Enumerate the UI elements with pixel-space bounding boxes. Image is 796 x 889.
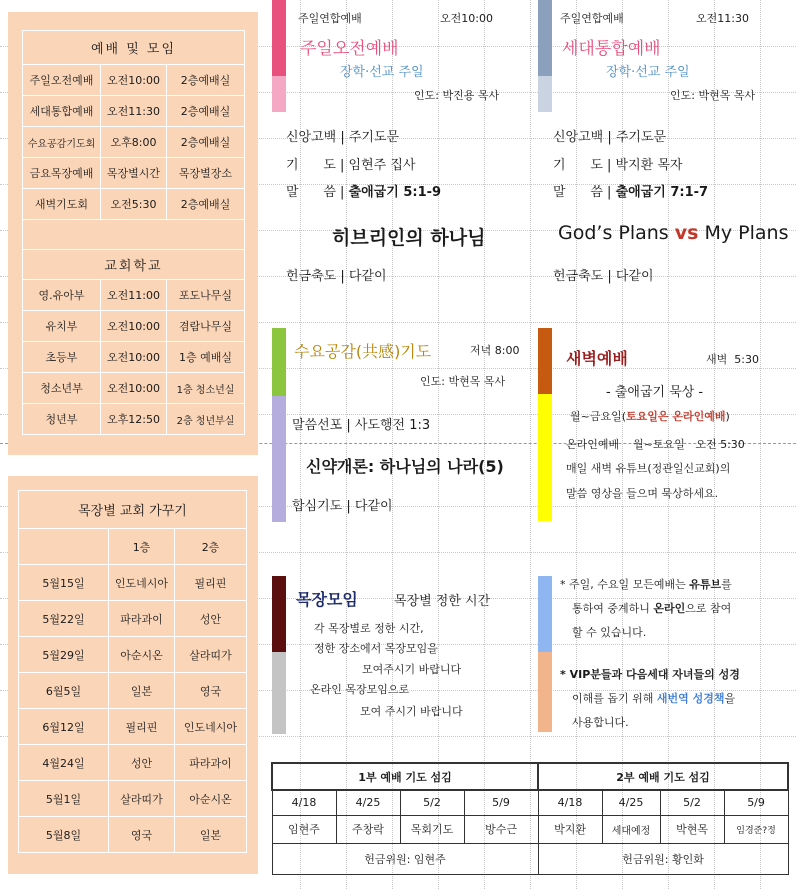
service1-small-title: 주일연합예배	[298, 12, 362, 25]
dawn-desc2: 말씀 영상을 들으며 묵상하세요.	[566, 487, 719, 500]
cell-meeting-bar-grey	[272, 652, 286, 734]
prayer-dates-row: 4/18 4/25 5/2 5/9 4/18 4/25 5/2 5/9	[272, 790, 788, 815]
table-row: 5월8일 영국 일본	[19, 817, 247, 853]
notice-2-line1: * VIP분들과 다음세대 자녀들의 성경	[560, 668, 740, 681]
service1-prayer: 기 도 | 임현주 집사	[286, 158, 416, 173]
service1-word-ref: 출애굽기 5:1-9	[348, 185, 442, 200]
cell-meeting-subtitle: 목장별 정한 시간	[394, 594, 491, 609]
dawn-days: 월~금요일(토요일은 온라인예배)	[570, 410, 730, 423]
table-row: 수요공감기도회 오후8:00 2층예배실	[23, 127, 245, 158]
table-row: 6월12일 필리핀 인도네시아	[19, 709, 247, 745]
wednesday-title: 수요공감(共感)기도	[294, 342, 432, 361]
service2-prayer: 기 도 | 박지환 목자	[553, 158, 683, 173]
table-row: 5월15일 인도네시아 필리핀	[19, 565, 247, 601]
table-row: 6월5일 일본 영국	[19, 673, 247, 709]
prayer-offering1: 헌금위원: 임현주	[272, 843, 538, 874]
dawn-bar	[538, 328, 552, 394]
service1-title: 주일오전예배	[300, 39, 399, 59]
prayer-group2: 2부 예배 기도 섬김	[538, 763, 788, 790]
wednesday-bar	[272, 328, 286, 396]
service1-creed: 신앙고백 | 주기도문	[286, 130, 400, 145]
wednesday-closing: 합심기도 | 다같이	[292, 499, 393, 514]
service2-title: 세대통합예배	[562, 39, 661, 59]
service2-word-ref: 출애굽기 7:1-7	[615, 185, 709, 200]
cell-meeting-line3: 모여주시기 바랍니다	[362, 663, 462, 676]
service1-bar	[272, 0, 286, 76]
cell-church-header: 목장별 교회 가꾸기	[19, 491, 247, 529]
service2-leader: 인도: 박현목 목사	[670, 89, 756, 102]
service2-bar-light	[538, 76, 552, 112]
service2-time: 오전11:30	[696, 12, 749, 25]
notice-2-line2: 이해를 돕기 위해 새번역 성경책을	[572, 692, 736, 705]
notice-2-line3: 사용합니다.	[572, 716, 629, 729]
table-row: 영.유아부 오전11:00 포도나무실	[23, 280, 245, 311]
cell-meeting-title: 목장모임	[296, 590, 358, 609]
cell-meeting-line5: 모여 주시기 바랍니다	[360, 705, 463, 718]
cell-church-table: 목장별 교회 가꾸기 1층 2층 5월15일 인도네시아 필리핀 5월22일 파라과이 성안 5월29일 아순시온 살라띠가 6월5일 일본 영국 6월12일 필리핀 인도네시아 4월24일 성안 파라과이 5월1일 살라띠가 아순시온 5월8일 영국 일본	[18, 490, 247, 853]
dawn-online: 온라인예배 월~토요일 오전 5:30	[566, 438, 745, 451]
service2-creed: 신앙고백 | 주기도문	[553, 130, 667, 145]
wednesday-sermon: 신약개론: 하나님의 나라(5)	[306, 457, 504, 476]
prayer-offering2: 헌금위원: 황인화	[538, 843, 788, 874]
service2-bar	[538, 0, 552, 76]
table-row: 금요목장예배 목장별시간 목장별장소	[23, 158, 245, 189]
dawn-subtitle: - 출애굽기 묵상 -	[606, 385, 704, 400]
service1-word: 말 씀 | 출애굽기 5:1-9	[286, 185, 442, 200]
notice-1-line3: 할 수 있습니다.	[572, 626, 647, 639]
wednesday-leader: 인도: 박현목 목사	[420, 375, 506, 388]
notice-bar-blue	[538, 576, 552, 652]
service2-word: 말 씀 | 출애굽기 7:1-7	[553, 185, 709, 200]
dawn-desc1: 매일 새벽 유튜브(정관일신교회)의	[566, 462, 731, 475]
cell-meeting-line2: 정한 장소에서 목장모임을	[314, 642, 438, 655]
table-row: 주일오전예배 오전10:00 2층예배실	[23, 65, 245, 96]
notice-1-line2: 통하여 중계하니 온라인으로 참여	[572, 602, 732, 615]
table-row: 새벽기도회 오전5:30 2층예배실	[23, 189, 245, 220]
table-row: 초등부 오전10:00 1층 예배실	[23, 342, 245, 373]
service2-offering: 헌금축도 | 다같이	[553, 269, 654, 284]
service1-subtitle: 장학·선교 주일	[340, 65, 424, 80]
wednesday-word: 말씀선포 | 사도행전 1:3	[292, 418, 431, 433]
service2-subtitle: 장학·선교 주일	[606, 65, 690, 80]
wednesday-bar-light	[272, 396, 286, 522]
table-row: 5월1일 살라띠가 아순시온	[19, 781, 247, 817]
service2-sermon: God’s Plans vs My Plans	[558, 222, 789, 244]
cell-meeting-line4: 온라인 목장모임으로	[310, 683, 410, 696]
service2-small-title: 주일연합예배	[560, 12, 624, 25]
worship-table	[22, 30, 245, 435]
prayer-table	[271, 762, 789, 875]
dawn-bar-yellow	[538, 394, 552, 521]
service1-bar-light	[272, 76, 286, 112]
dawn-time: 새벽 5:30	[706, 353, 759, 366]
notice-bar-orange	[538, 652, 552, 732]
worship-header: 예배 및 모임	[23, 31, 245, 65]
table-row: 4월24일 성안 파라과이	[19, 745, 247, 781]
service1-sermon: 히브리인의 하나님	[332, 227, 486, 249]
table-row: 청소년부 오전10:00 1층 청소년실	[23, 373, 245, 404]
service1-leader: 인도: 박진용 목사	[414, 89, 500, 102]
cell-meeting-line1: 각 목장별로 정한 시간,	[314, 622, 424, 635]
table-row: 유치부 오전10:00 겸람나무실	[23, 311, 245, 342]
table-row: 세대통합예배 오전11:30 2층예배실	[23, 96, 245, 127]
dawn-title: 새벽예배	[566, 349, 628, 368]
prayer-group1: 1부 예배 기도 섬김	[272, 763, 538, 790]
notice-1-line1: * 주일, 수요일 모든예배는 유튜브를	[560, 578, 732, 591]
table-row: 청년부 오후12:50 2층 청년부실	[23, 404, 245, 435]
school-header: 교회학교	[23, 250, 245, 280]
service1-time: 오전10:00	[440, 12, 493, 25]
service1-offering: 헌금축도 | 다같이	[286, 269, 387, 284]
wednesday-time: 저녁 8:00	[470, 344, 520, 357]
cell-meeting-bar	[272, 576, 286, 652]
prayer-names-row: 임현주 주창락 목회기도 방수근 박지환 세대예정 박현목 임경준?정	[272, 815, 788, 843]
table-row: 5월29일 아순시온 살라띠가	[19, 637, 247, 673]
table-row: 5월22일 파라과이 성안	[19, 601, 247, 637]
